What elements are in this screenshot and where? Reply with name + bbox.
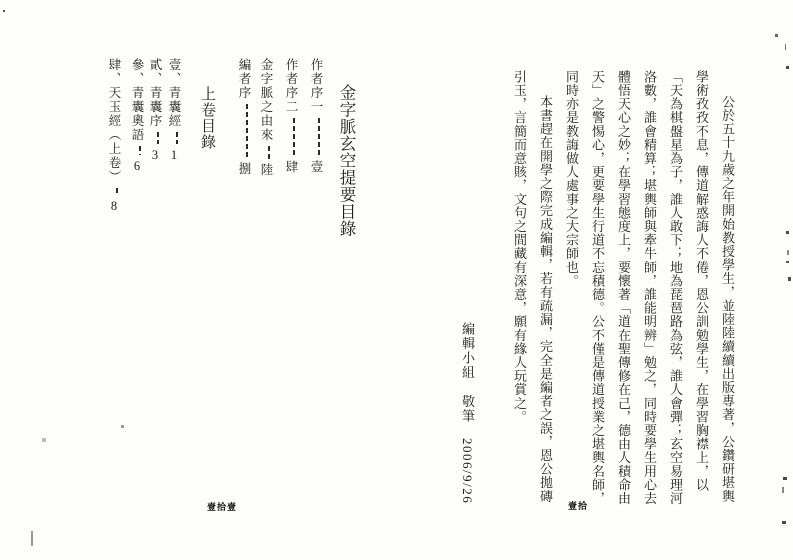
toc-item-label: 編者序: [237, 58, 251, 100]
page-number-right: 壹拾: [568, 501, 589, 511]
scan-speck: [782, 521, 786, 524]
preface-paragraph: 公於五十九歲之年開始教授學生，並陸陸續續出版專著，公鑽研堪輿學術孜孜不息，傳道解惑誨人不倦，恩公訓勉學生，在學習胸襟上，以「天為棋盤星為子，誰人敢下；地為琵琶路為弦，誰人會彈；玄空易理河洛數，誰會精算；堪輿師與牽牛師，誰能明辨」勉之，同時要學生用心去體悟天心之妙；在學習態度上，要懷著「道在聖傳修在己，德由人積命由天」之警惕心，更要學生行道不忘積德。公不僅是傳道授業之堪輿名師，同時亦是教誨做人處事之大宗師也。: [564, 70, 735, 506]
toc-leader-line: [246, 104, 248, 158]
toc-item: [282, 58, 300, 488]
toc-item-page: 壹: [309, 160, 323, 174]
scan-speck: [786, 231, 789, 234]
toc-item-label: 肆、天玉經（上卷）: [107, 58, 121, 184]
toc-item: [165, 58, 183, 488]
toc-item-page: 3: [148, 148, 162, 164]
scan-speck: [783, 477, 787, 480]
toc-item-page: 1: [167, 148, 181, 164]
toc-item-page: 肆: [284, 160, 298, 174]
toc-item-label: 作者序一: [309, 58, 323, 114]
scan-speck: [3, 10, 5, 12]
toc-leader-line: [157, 132, 159, 144]
scan-speck: [121, 425, 124, 428]
preface-paragraph: 本書趕在開學之際完成編輯，若有疏漏，完全是編者之誤，恩公拋磚引玉，言簡而意賅，文句之間藏有深意，願有緣人玩賞之。: [512, 70, 553, 503]
toc-item-page: 6: [130, 159, 144, 175]
toc-leader-line: [116, 188, 118, 195]
scan-speck: [31, 531, 33, 546]
toc-item: [128, 58, 146, 488]
scan-speck: [786, 261, 789, 263]
toc-item-page: 陸: [259, 163, 273, 177]
scan-speck: [782, 487, 784, 493]
toc-item-label: 金字脈之由來: [259, 58, 273, 142]
scan-speck: [775, 34, 778, 37]
scan-speck: [787, 250, 789, 255]
scan-speck: [785, 44, 786, 50]
toc-item: [307, 58, 325, 488]
toc-item-label: 參、青囊奧語: [130, 58, 144, 142]
toc-item: [257, 58, 275, 488]
toc-item-page: 捌: [237, 162, 251, 176]
toc-item: [146, 58, 164, 488]
toc-leader-line: [293, 118, 295, 156]
scan-speck: [788, 277, 791, 281]
toc-item-label: 壹、青囊經: [167, 58, 181, 128]
toc-item-label: 貳、青囊序: [148, 58, 162, 128]
scan-speck: [786, 66, 789, 69]
toc-leader-line: [176, 132, 178, 144]
preface-text-block: [492, 70, 740, 508]
editor-signature: 編輯小組 敬筆 2006/9/26: [460, 322, 475, 505]
toc-title: 金字脈玄空提要目錄: [337, 84, 356, 237]
page-number-left: 壹拾壹: [207, 502, 238, 512]
toc-leader-line: [318, 118, 320, 156]
toc-leader-line: [139, 146, 141, 155]
toc-item-label: 作者序二: [284, 58, 298, 114]
toc-leader-line: [268, 146, 270, 159]
toc-item: [105, 58, 123, 488]
toc-section-header: 上卷目錄: [199, 86, 215, 150]
scan-speck: [42, 438, 46, 442]
toc-item: [235, 58, 253, 488]
toc-item-page: 8: [107, 199, 121, 215]
